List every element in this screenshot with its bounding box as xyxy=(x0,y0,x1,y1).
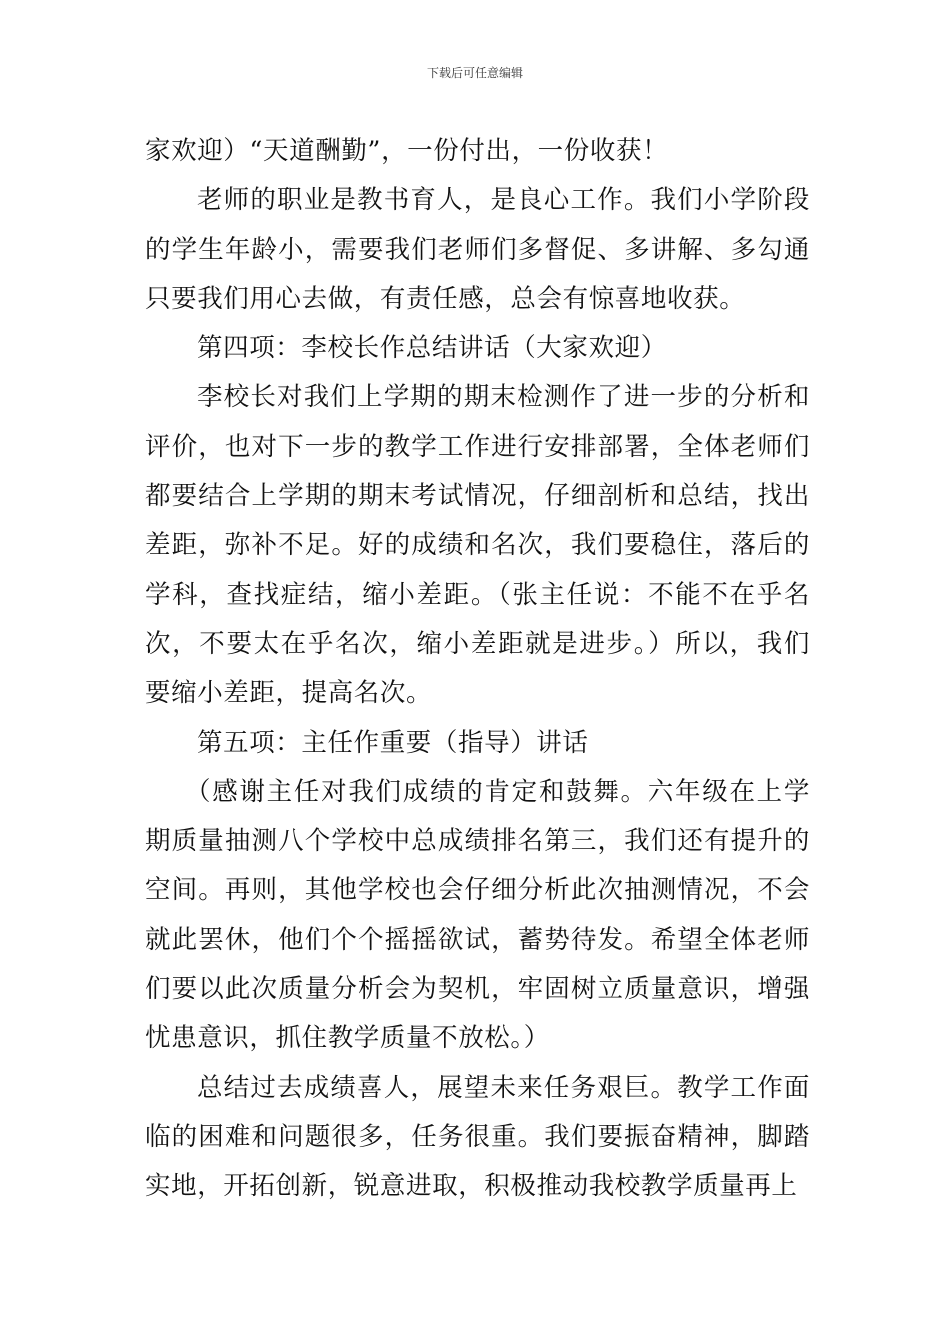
paragraph-4: 李校长对我们上学期的期末检测作了进一步的分析和评价，也对下一步的教学工作进行安排部署，全体老师们都要结合上学期的期末考试情况，仔细剖析和总结，找出差距，弥补不足。好的成绩和名次，我们要稳住，落后的学科，查找症结，缩小差距。（张主任说：不能不在乎名次，不要太在乎名次，缩小差距就是进步。）所以，我们要缩小差距，提高名次。 xyxy=(145,382,810,709)
heading-item-4: 第四项：李校长作总结讲话（大家欢迎） xyxy=(197,333,667,364)
paragraph-2: 老师的职业是教书育人，是良心工作。我们小学阶段的学生年龄小，需要我们老师们多督促、多讲解、多勾通只要我们用心去做，有责任感，总会有惊喜地收获。 xyxy=(145,185,810,314)
page-header-note: 下载后可任意编辑 xyxy=(426,66,523,80)
heading-item-5: 第五项：主任作重要（指导）讲话 xyxy=(197,727,589,758)
document-body xyxy=(145,127,810,1212)
paragraph-6: （感谢主任对我们成绩的肯定和鼓舞。六年级在上学期质量抽测八个学校中总成绩排名第三，我们还有提升的空间。再则，其他学校也会仔细分析此次抽测情况，不会就此罢休，他们个个摇摇欲试，蓄势待发。希望全体老师们要以此次质量分析会为契机，牢固树立质量意识，增强忧患意识，抓住教学质量不放松。） xyxy=(145,776,810,1054)
paragraph-1: 家欢迎）“天道酬勤”，一份付出，一份收获！ xyxy=(145,136,669,166)
paragraph-7: 总结过去成绩喜人，展望未来任务艰巨。教学工作面临的困难和问题很多，任务很重。我们要振奋精神，脚踏实地，开拓创新，锐意进取，积极推动我校教学质量再上 xyxy=(145,1072,810,1202)
